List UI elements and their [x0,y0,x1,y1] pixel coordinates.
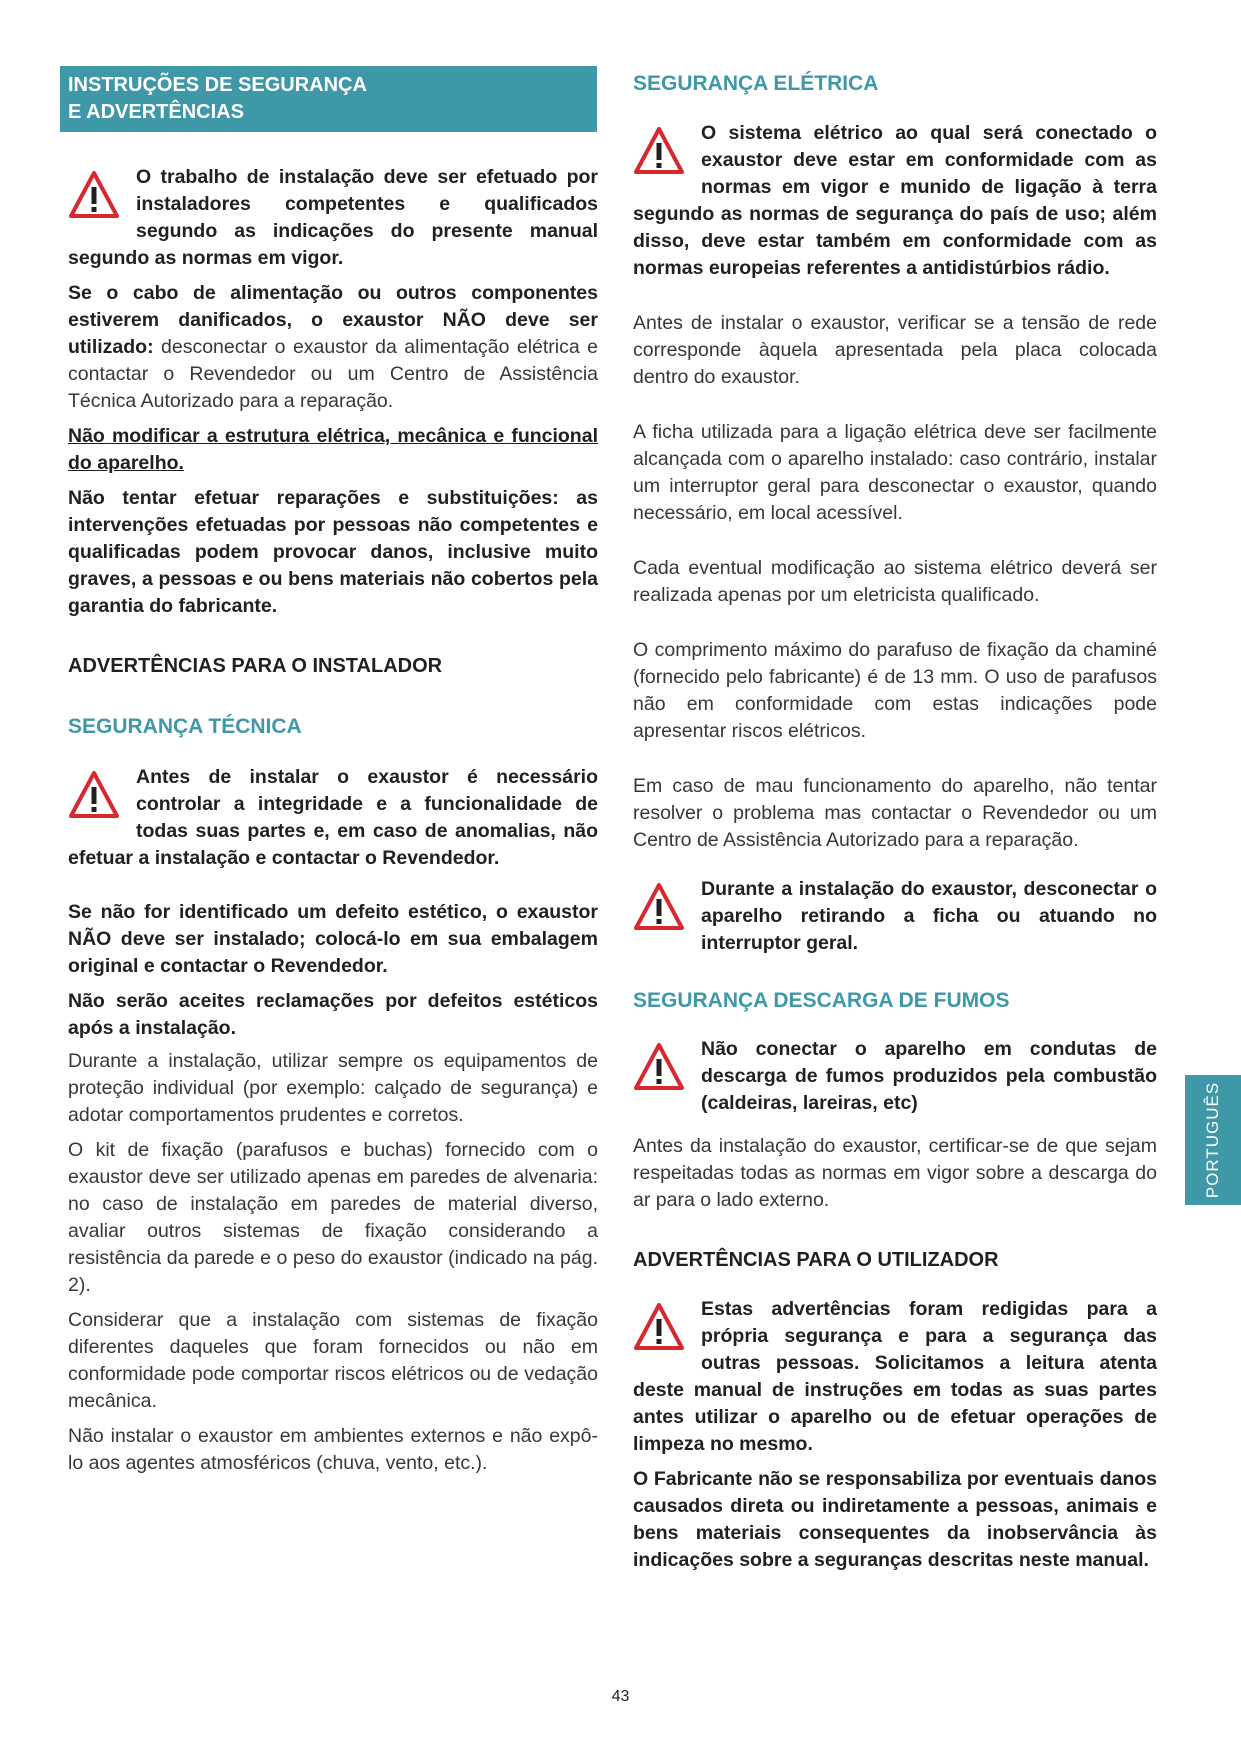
warning-icon [633,126,689,182]
page-number: 43 [611,1688,630,1705]
air-discharge-paragraph: Antes da instalação do exaustor, certificar-se de que sejam respeitadas todas as normas em vigor sobre a descarga do ar para o lado externo. [633,1135,1157,1211]
warning-text: O trabalho de instalação deve ser efetuado por instaladores competentes e qualificados segundo as indicações do presente manual segundo as normas em vigor. [68,166,598,269]
warning-text: Durante a instalação do exaustor, desconectar o aparelho retirando a ficha ou atuando no interruptor geral. [701,878,1157,954]
voltage-check-paragraph: Antes de instalar o exaustor, verificar se a tensão de rede corresponde àquela apresentada pela placa colocada dentro do exaustor. [633,312,1157,388]
warning-block-electrical-system [633,120,1157,282]
protection-equipment-paragraph: Durante a instalação, utilizar sempre os equipamentos de proteção individual (por exemplo: calçado de segurança) e adotar comportamentos prudentes e corretos. [68,1050,598,1126]
screw-length-paragraph: O comprimento máximo do parafuso de fixação da chaminé (fornecido pelo fabricante) é de 13 mm. O uso de parafusos não em conformidade com estas indicações pode apresentar riscos elétricos. [633,639,1157,742]
damaged-cable-bold: Se o cabo de alimentação ou outros componentes estiverem danificados, o exaustor NÃO deve ser utilizado: [68,282,598,358]
warning-block-integrity [68,764,598,872]
fixing-systems-paragraph: Considerar que a instalação com sistemas de fixação diferentes daqueles que foram fornecidos ou não em conformidade pode comportar riscos elétricos ou de vedação mecânica. [68,1309,598,1412]
warning-text: Antes de instalar o exaustor é necessário controlar a integridade e a funcionalidade de todas suas partes e, em caso de anomalias, não efetuar a instalação e contactar o Revendedor. [68,766,598,869]
section-header-line-1: INSTRUÇÕES DE SEGURANÇA [68,74,367,96]
no-modify-paragraph: Não modificar a estrutura elétrica, mecânica e funcional do aparelho. [68,425,598,474]
section-header [60,66,597,132]
warning-text: Estas advertências foram redigidas para a própria segurança e para a segurança das outras pessoas. Solicitamos a leitura atenta deste manual de instruções em todas as suas partes antes utilizar o aparelho ou de efetuar operações de limpeza no mesmo. [633,1298,1157,1455]
damaged-cable-paragraph [68,280,598,415]
heading-technical-safety: SEGURANÇA TÉCNICA [68,715,302,738]
manufacturer-liability-paragraph: O Fabricante não se responsabiliza por eventuais danos causados direta ou indiretamente a pessoas, animais e bens materiais consequentes da inobservância às indicações sobre a seguranças descritas neste manual. [633,1468,1157,1571]
warning-icon [633,1042,689,1098]
warning-text: O sistema elétrico ao qual será conectado o exaustor deve estar em conformidade com as normas em vigor e munido de ligação à terra segundo as normas de segurança do país de uso; além disso, deve estar também em conformidade com as normas europeias referentes a antidistúrbios rádio. [633,122,1157,279]
language-side-tab [1185,1075,1241,1205]
heading-fumes-safety: SEGURANÇA DESCARGA DE FUMOS [633,989,1010,1012]
warning-block-disconnect [633,876,1157,957]
right-column [633,66,1157,1574]
heading-electrical-safety: SEGURANÇA ELÉTRICA [633,72,879,95]
warning-block-user [633,1296,1157,1458]
plug-access-paragraph: A ficha utilizada para a ligação elétrica deve ser facilmente alcançada com o aparelho instalado: caso contrário, instalar um interruptor geral para desconectar o exaustor, quando necessário, em local acessível. [633,421,1157,524]
warning-icon [633,1302,689,1358]
no-repair-paragraph: Não tentar efetuar reparações e substituições: as intervenções efetuadas por pessoas não competentes e qualificadas podem provocar danos, inclusive muito graves, a pessoas e ou bens materiais não cobertos pela garantia do fabricante. [68,487,598,617]
aesthetic-defect-paragraph: Se não for identificado um defeito estético, o exaustor NÃO deve ser instalado; colocá-lo em sua embalagem original e contactar o Revendedor. [68,901,598,977]
warning-icon [68,170,124,226]
heading-user-warnings: ADVERTÊNCIAS PARA O UTILIZADOR [633,1249,999,1271]
warning-text: Não conectar o aparelho em condutas de descarga de fumos produzidos pela combustão (caldeiras, lareiras, etc) [701,1038,1157,1114]
warning-icon [633,882,689,938]
malfunction-paragraph: Em caso de mau funcionamento do aparelho, não tentar resolver o problema mas contactar o Revendedor ou um Centro de Assistência Autorizado para a reparação. [633,775,1157,851]
outdoor-install-paragraph: Não instalar o exaustor em ambientes externos e não expô-lo aos agentes atmosféricos (chuva, vento, etc.). [68,1425,598,1474]
warning-icon [68,770,124,826]
warning-block-installers [68,164,598,272]
no-claims-paragraph: Não serão aceites reclamações por defeitos estéticos após a instalação. [68,990,598,1039]
fixing-kit-paragraph: O kit de fixação (parafusos e buchas) fornecido com o exaustor deve ser utilizado apenas em paredes de alvenaria: no caso de instalação em paredes de material diverso, avaliar outros sistemas de fixação considerando a resistência da parede e o peso do exaustor (indicado na pág. 2). [68,1139,598,1296]
warning-block-fumes [633,1036,1157,1117]
heading-installer-warnings: ADVERTÊNCIAS PARA O INSTALADOR [68,655,443,677]
section-header-line-2: E ADVERTÊNCIAS [68,101,244,123]
damaged-cable-normal: desconectar o exaustor da alimentação elétrica e contactar o Revendedor ou um Centro de Assistência Técnica Autorizado para a reparação. [68,336,598,412]
electrician-paragraph: Cada eventual modificação ao sistema elétrico deverá ser realizada apenas por um eletricista qualificado. [633,557,1157,606]
language-side-tab-label: PORTUGUÊS [1203,1081,1222,1199]
left-column [68,66,598,1477]
